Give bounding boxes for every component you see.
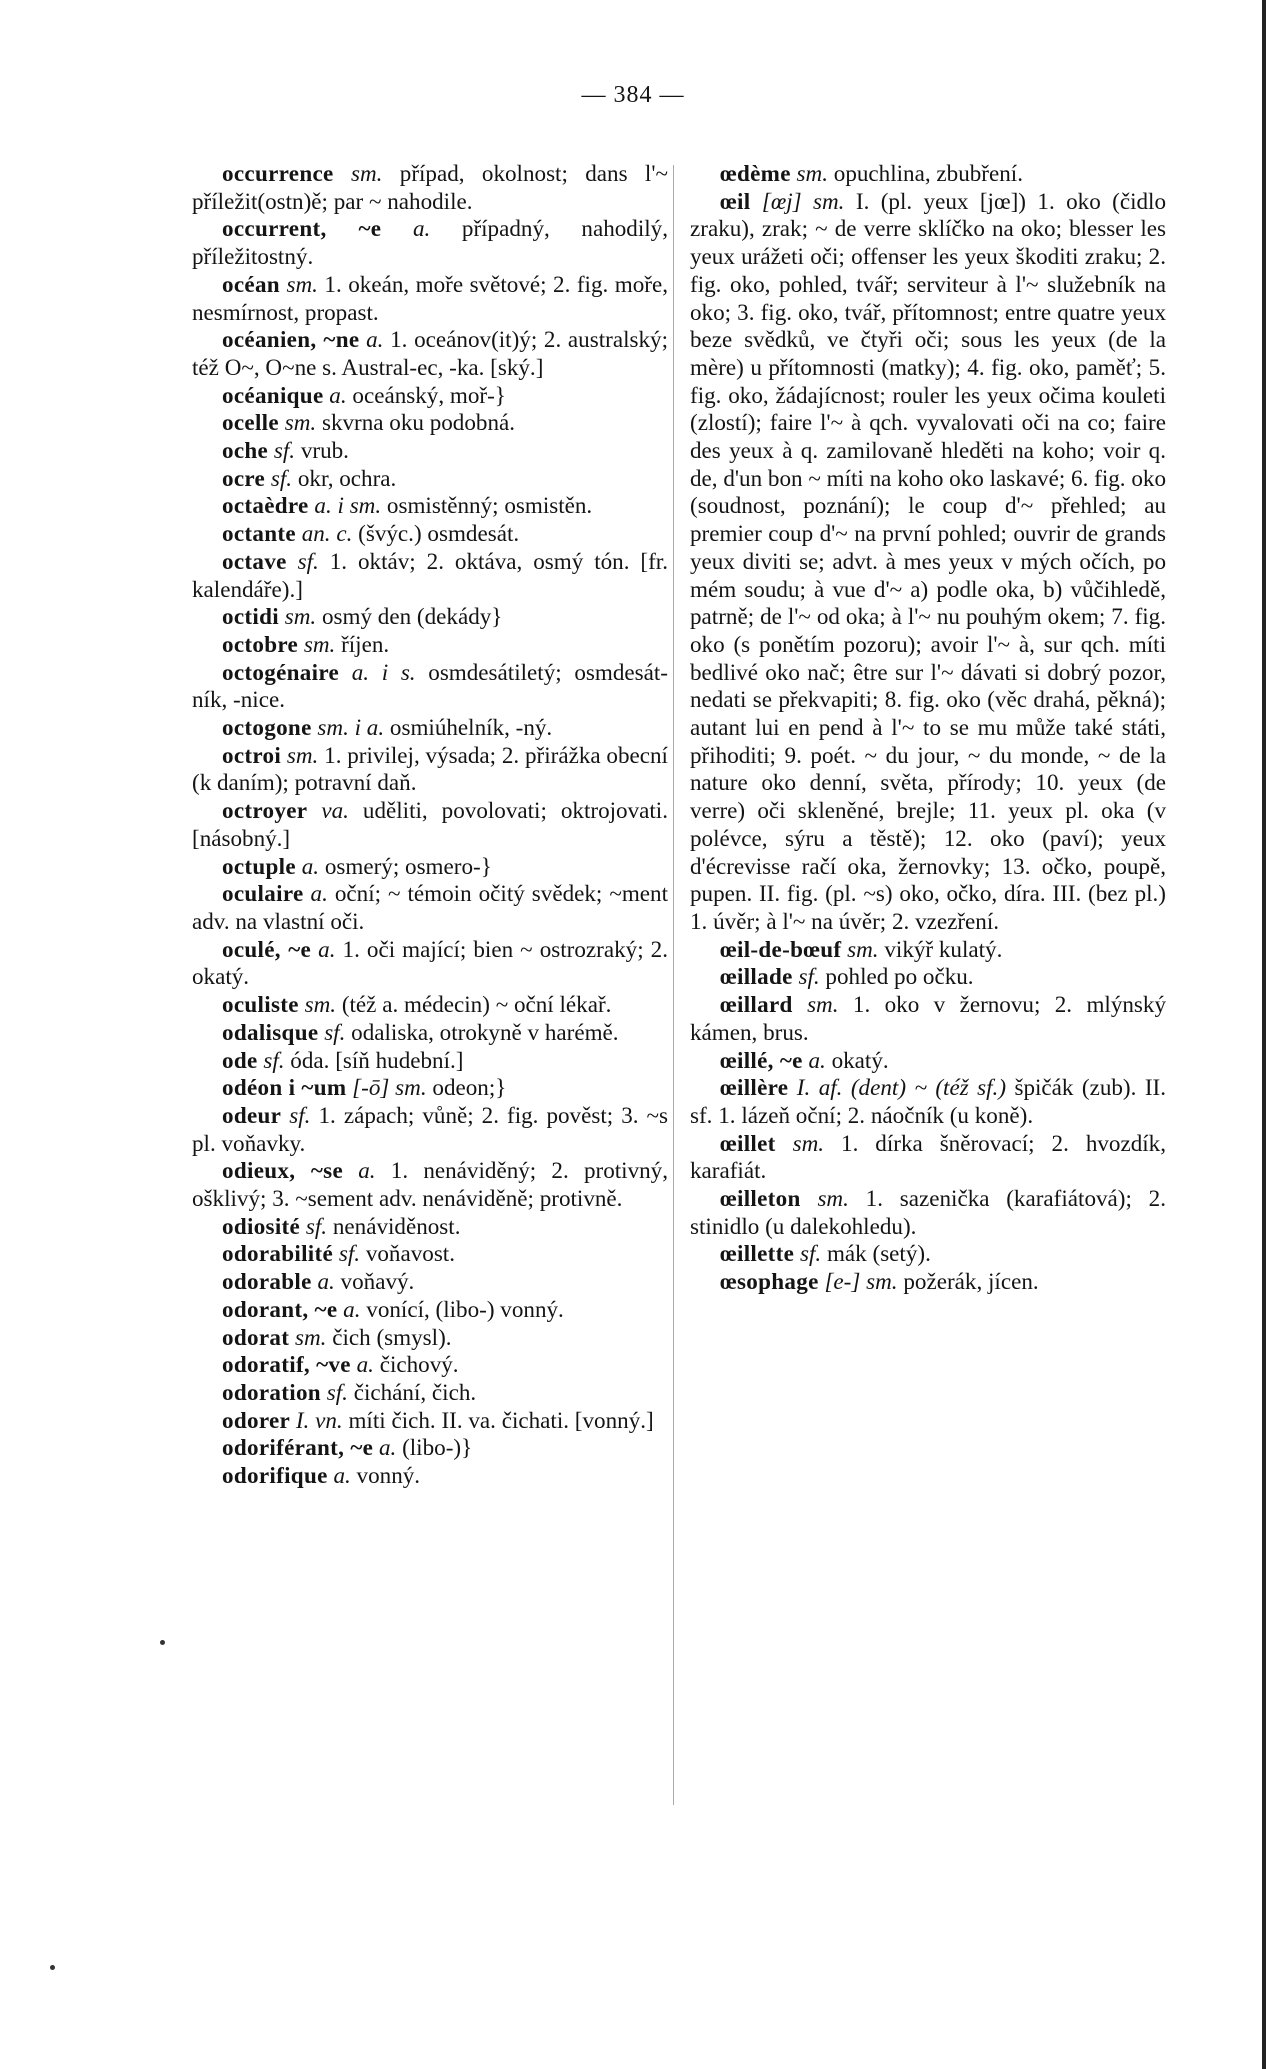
entry-definition: vonný.: [356, 1462, 421, 1489]
dictionary-entry: [192, 1407, 668, 1435]
entry-grammar: a.: [310, 880, 328, 907]
dictionary-entry: [192, 215, 668, 270]
entry-definition: osmerý; osmero-}: [324, 852, 492, 879]
entry-grammar: sf.: [273, 437, 296, 464]
page-edge: [1262, 0, 1266, 2069]
entry-grammar: sf.: [324, 1018, 346, 1045]
entry-headword: octobre: [222, 630, 299, 657]
entry-headword: odiosité: [222, 1212, 301, 1239]
entry-headword: œillard: [720, 991, 793, 1018]
entry-headword: octave: [222, 547, 287, 574]
entry-definition: 1. oči mající; bien ~ ostrozraký; 2. okatý.: [192, 935, 668, 990]
dictionary-entry: [192, 409, 668, 437]
entry-headword: octroyer: [222, 797, 308, 824]
dictionary-entry: [192, 160, 668, 215]
dictionary-entry: [192, 1240, 668, 1268]
scan-speck: [160, 1640, 165, 1645]
entry-grammar: sm.: [295, 1323, 327, 1350]
dictionary-entry: [192, 326, 668, 381]
entry-definition: 1. oko v žernovu; 2. mlýnský kámen, brus.: [690, 991, 1166, 1045]
entry-headword: octuple: [222, 852, 296, 879]
entry-definition: osmý den (dekády}: [321, 603, 503, 630]
entry-grammar: sm. i a.: [317, 714, 385, 741]
dictionary-entry: [192, 1462, 668, 1490]
entry-definition: míti čich. II. va. čichati. [vonný.]: [348, 1406, 654, 1433]
entry-headword: œilleton: [720, 1185, 801, 1212]
entry-definition: 1. privilej, výsada; 2. přirážka obecní (k daním); potravní daň.: [192, 741, 668, 796]
entry-headword: œil: [720, 187, 751, 214]
entry-headword: odorat: [222, 1323, 290, 1350]
entry-headword: odorant, ~e: [222, 1295, 338, 1322]
entry-definition: čich (smysl).: [332, 1323, 452, 1350]
entry-headword: odéon i ~um: [222, 1074, 347, 1101]
dictionary-entry: [192, 1157, 668, 1212]
entry-definition: osmiúhelník, -ný.: [389, 714, 553, 741]
dictionary-entry: [192, 659, 668, 714]
entry-headword: odeur: [222, 1101, 282, 1128]
entry-grammar: a.: [317, 1268, 335, 1295]
dictionary-entry: [690, 1074, 1166, 1129]
dictionary-entry: [192, 1324, 668, 1352]
entry-headword: odoratif, ~ve: [222, 1351, 351, 1378]
dictionary-entry: [192, 714, 668, 742]
entry-headword: œdème: [720, 160, 791, 186]
entry-headword: octaèdre: [222, 492, 309, 519]
entry-definition: 1. oceánov(it)ý; 2. australský; též O~, O~ne s. Austral-ec, -ka. [ský.]: [192, 326, 668, 380]
dictionary-entry: [690, 963, 1166, 991]
entry-definition: vrub.: [300, 437, 349, 464]
entry-headword: ocre: [222, 464, 266, 491]
entry-grammar: sm.: [284, 409, 317, 436]
entry-grammar: a.: [343, 1295, 361, 1322]
dictionary-entry: [690, 991, 1166, 1046]
scan-speck: [50, 1965, 55, 1970]
entry-grammar: sm.: [796, 160, 828, 186]
entry-headword: octogone: [222, 714, 312, 741]
entry-grammar: sf.: [798, 963, 820, 990]
dictionary-entry: [192, 382, 668, 410]
entry-headword: odorer: [222, 1406, 291, 1433]
entry-definition: vonící, (libo-) vonný.: [366, 1295, 564, 1322]
dictionary-entry: [192, 1268, 668, 1296]
dictionary-entry: [192, 1019, 668, 1047]
dictionary-entry: [690, 1185, 1166, 1240]
entry-grammar: a.: [329, 381, 347, 408]
entry-grammar: sm.: [284, 603, 317, 630]
entry-grammar: a.: [808, 1046, 826, 1073]
entry-definition: říjen.: [341, 630, 390, 657]
entry-grammar: an. c.: [301, 520, 353, 547]
entry-headword: odorable: [222, 1268, 312, 1295]
entry-headword: œillère: [720, 1074, 789, 1101]
entry-headword: ocelle: [222, 409, 279, 436]
entry-headword: océan: [222, 270, 280, 297]
dictionary-entry: [690, 160, 1166, 188]
page-number: — 384 —: [581, 82, 685, 108]
entry-definition: óda. [síň hudební.]: [290, 1046, 464, 1073]
entry-headword: octogénaire: [222, 658, 340, 685]
entry-grammar: a. i s.: [351, 658, 416, 685]
entry-headword: océanique: [222, 381, 324, 408]
dictionary-entry: [690, 1047, 1166, 1075]
dictionary-entry: [192, 1074, 668, 1102]
entry-definition: uděliti, povolovati; oktrojovati. [násobný.]: [192, 797, 668, 851]
dictionary-entry: [192, 853, 668, 881]
entry-definition: oceánský, moř-}: [352, 381, 506, 408]
dictionary-entry: [192, 1296, 668, 1324]
entry-grammar: sf.: [263, 1046, 285, 1073]
entry-grammar: a.: [366, 326, 384, 353]
entry-definition: vikýř kulatý.: [884, 935, 1003, 962]
dictionary-entry: [192, 936, 668, 991]
entry-headword: oche: [222, 437, 269, 464]
entry-definition: čichový.: [379, 1351, 459, 1378]
entry-headword: oculiste: [222, 991, 299, 1018]
entry-definition: (švýc.) osmdesát.: [358, 520, 520, 547]
entry-grammar: sf.: [270, 464, 293, 491]
entry-grammar: [œj] sm.: [761, 187, 845, 214]
dictionary-entry: [690, 1130, 1166, 1185]
entry-headword: ode: [222, 1046, 258, 1073]
entry-definition: (libo-)}: [402, 1434, 473, 1461]
dictionary-entry: [192, 1102, 668, 1157]
entry-definition: nenáviděnost.: [332, 1212, 461, 1239]
entry-definition: 1. dírka šněrovací; 2. hvozdík, karafiát.: [690, 1129, 1166, 1184]
entry-headword: odieux, ~se: [222, 1157, 343, 1184]
entry-definition: případ, okolnost; dans l'~ příležit(ostn)ě; par ~ nahodile.: [192, 160, 669, 214]
dictionary-entry: [192, 631, 668, 659]
dictionary-entry: [690, 1240, 1166, 1268]
entry-headword: odoration: [222, 1378, 321, 1405]
entry-definition: mák (setý).: [826, 1240, 931, 1267]
entry-grammar: sm.: [817, 1185, 849, 1212]
entry-grammar: va.: [321, 797, 349, 824]
entry-headword: odalisque: [222, 1018, 319, 1045]
entry-definition: požerák, jícen.: [903, 1268, 1039, 1295]
entry-grammar: sf.: [338, 1240, 361, 1267]
dictionary-entry: [690, 188, 1166, 936]
entry-grammar: sm.: [303, 630, 336, 657]
entry-headword: occurrent, ~e: [222, 215, 382, 242]
entry-headword: octidi: [222, 603, 279, 630]
entry-headword: oculé, ~e: [222, 935, 312, 962]
entry-definition: 1. okeán, moře světové; 2. fig. moře, nesmírnost, propast.: [192, 270, 668, 325]
right-column: [690, 160, 1166, 1296]
entry-headword: œillade: [720, 963, 793, 990]
dictionary-entry: [192, 271, 668, 326]
entry-definition: voňavý.: [340, 1268, 415, 1295]
entry-grammar: sf.: [800, 1240, 822, 1267]
entry-grammar: a.: [301, 852, 320, 879]
entry-grammar: sm.: [807, 991, 839, 1018]
entry-headword: odorifique: [222, 1462, 328, 1489]
dictionary-entry: [690, 936, 1166, 964]
dictionary-entry: [192, 465, 668, 493]
entry-definition: voňavost.: [365, 1240, 455, 1267]
entry-definition: osmdesátiletý; osmdesát-ník, -nice.: [192, 658, 668, 713]
dictionary-entry: [192, 1047, 668, 1075]
entry-definition: skvrna oku podobná.: [321, 409, 516, 436]
entry-definition: 1. zápach; vůně; 2. fig. pověst; 3. ~s pl. voňavky.: [192, 1101, 669, 1156]
entry-grammar: a.: [412, 215, 431, 242]
entry-definition: pohled po očku.: [825, 963, 974, 990]
left-column: [192, 160, 668, 1490]
dictionary-entry: [192, 520, 668, 548]
dictionary-entry: [192, 1434, 668, 1462]
entry-definition: (též a. médecin) ~ oční lékař.: [341, 991, 612, 1018]
entry-definition: 1. sazenička (karafiátová); 2. stinidlo (u dalekohledu).: [690, 1185, 1166, 1239]
entry-definition: osmistěnný; osmistěn.: [386, 492, 593, 519]
entry-grammar: sm.: [350, 160, 383, 186]
entry-grammar: a. i sm.: [314, 492, 382, 519]
entry-grammar: a.: [318, 935, 336, 962]
dictionary-entry: [192, 797, 668, 852]
entry-grammar: [e-] sm.: [824, 1268, 898, 1295]
entry-definition: odaliska, otrokyně v harémě.: [351, 1018, 619, 1045]
entry-grammar: sf.: [297, 547, 319, 574]
entry-definition: špičák (zub). II. sf. 1. lázeň oční; 2. náočník (u koně).: [690, 1074, 1166, 1128]
entry-headword: œillet: [720, 1129, 776, 1156]
entry-definition: okatý.: [831, 1046, 889, 1073]
entry-headword: odoriférant, ~e: [222, 1434, 374, 1461]
entry-grammar: sm.: [286, 270, 318, 297]
entry-grammar: a.: [356, 1351, 374, 1378]
entry-definition: případný, nahodilý, příležitostný.: [192, 215, 668, 270]
dictionary-entry: [192, 1213, 668, 1241]
entry-grammar: [-ō] sm.: [352, 1074, 427, 1101]
entry-grammar: sf.: [326, 1378, 348, 1405]
entry-headword: odorabilité: [222, 1240, 334, 1267]
entry-definition: I. (pl. yeux [jœ]) 1. oko (čidlo zraku), zrak; ~ de verre sklíčko na oko; blesser les yeux urážeti oči; offenser les yeux škoditi zraku; 2. fig. oko, pohled, tvář; serviteur à l'~ služebník na oko; 3. fig. oko, tvář, přítomnost; entre quatre yeux beze svědků, ve čtyři oči; sous les yeux (de la mère) u přítomnosti (matky); 4. fig. oko, paměť; 5. fig. oko, žádajícnost; rouler les yeux očima kouleti (zlostí); faire l'~ à qch. vyvalovati oči na co; faire des yeux à q. zamilovaně hleděti na koho; voir q. de, d'un bon ~ míti na koho oko laskavé; 6. fig. oko (soudnost, poznání); le coup d'~ přehled; au premier coup d'~ na první pohled; ouvrir de grands yeux diviti se; advt. à mes yeux v mých očích, po mém soudu; à vue d'~ a) podle oka, b) vůčihledě, patrně; de l'~ od oka; à l'~ nu pouhým okem; 7. fig. oko (s ponětím pozoru); avoir l'~ à, sur qch. míti bedlivé oko nač; être sur l'~ dávati si dobrý pozor, nedati se překvapiti; 8. fig. oko (věc drahá, pěkná); autant lui en pend à l'~ to se mu může také státi, přihoditi; 9. poét. ~ du jour, ~ du monde, ~ de la nature oko denní, světa, přírody; 10. yeux (de verre) oči skleněné, brejle; 11. yeux pl. oka (v polévce, sýru a těstě); 12. oko (paví); yeux d'écrevisse račí oka, žernovky; 13. očko, poupě, pupen. II. fig. (pl. ~s) oko, očko, díra. III. (bez pl.) 1. úvěr; à l'~ na úvěr; 2. vzezření.: [690, 187, 1167, 934]
entry-grammar: sf.: [305, 1212, 328, 1239]
entry-definition: 1. nenáviděný; 2. protivný, ošklivý; 3. ~sement adv. nenáviděně; protivně.: [192, 1157, 669, 1212]
dictionary-entry: [192, 603, 668, 631]
dictionary-entry: [192, 437, 668, 465]
entry-definition: čichání, čich.: [353, 1378, 477, 1405]
dictionary-entry: [192, 492, 668, 520]
entry-definition: odeon;}: [432, 1074, 507, 1101]
dictionary-entry: [192, 548, 668, 603]
entry-grammar: sm.: [792, 1129, 825, 1156]
entry-definition: 1. oktáv; 2. oktáva, osmý tón. [fr. kalendáře).]: [192, 547, 668, 602]
entry-headword: œillette: [720, 1240, 795, 1267]
dictionary-entry: [690, 1268, 1166, 1296]
entry-headword: oculaire: [222, 880, 304, 907]
entry-headword: œsophage: [720, 1268, 819, 1295]
entry-grammar: I. af. (dent) ~ (též sf.): [796, 1074, 1007, 1101]
entry-definition: oční; ~ témoin očitý svědek; ~ment adv. na vlastní oči.: [192, 880, 668, 934]
entry-grammar: I. vn.: [295, 1406, 343, 1433]
entry-headword: octante: [222, 520, 296, 547]
entry-headword: octroi: [222, 741, 282, 768]
entry-definition: okr, ochra.: [297, 464, 397, 491]
dictionary-entry: [192, 742, 668, 797]
entry-headword: occurrence: [222, 160, 334, 186]
dictionary-entry: [192, 1379, 668, 1407]
entry-grammar: sm.: [847, 935, 879, 962]
entry-headword: œil-de-bœuf: [720, 935, 842, 962]
entry-grammar: sm.: [286, 741, 319, 768]
column-divider: [673, 165, 674, 1805]
entry-grammar: a.: [378, 1434, 397, 1461]
dictionary-entry: [192, 880, 668, 935]
entry-grammar: sm.: [304, 991, 337, 1018]
entry-definition: opuchlina, zbubření.: [833, 160, 1023, 186]
entry-grammar: a.: [358, 1157, 376, 1184]
dictionary-entry: [192, 1351, 668, 1379]
entry-grammar: sf.: [289, 1101, 311, 1128]
entry-grammar: a.: [333, 1462, 351, 1489]
entry-headword: œillé, ~e: [720, 1046, 803, 1073]
entry-headword: océanien, ~ne: [222, 326, 360, 353]
dictionary-entry: [192, 991, 668, 1019]
